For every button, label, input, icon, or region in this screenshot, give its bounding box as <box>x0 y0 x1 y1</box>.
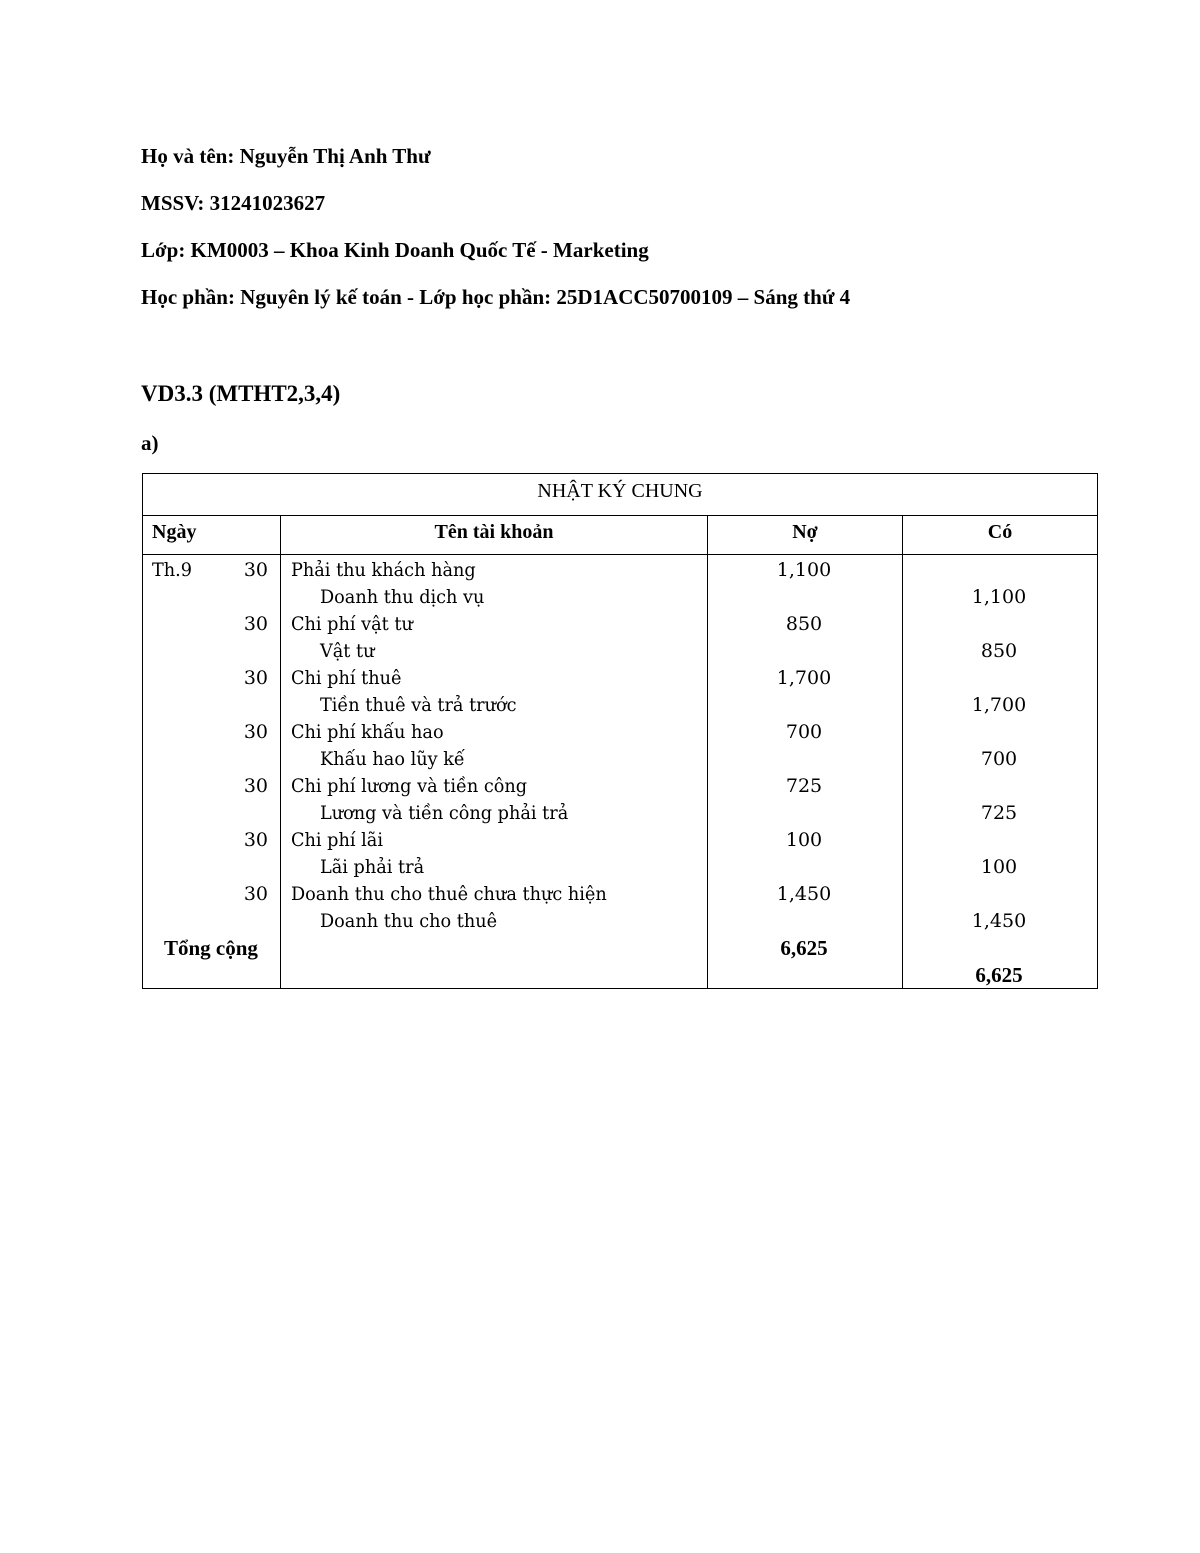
entry-credit-amount: 1,450 <box>971 910 1027 932</box>
entry-credit-amount: 700 <box>980 748 1018 770</box>
entry-debit-account: Chi phí thuê <box>291 667 402 689</box>
exercise-title: VD3.3 (MTHT2,3,4) <box>141 381 341 406</box>
entry-credit-account: Khấu hao lũy kế <box>320 748 465 770</box>
entry-day: 30 <box>243 721 268 743</box>
student-class: Lớp: KM0003 – Khoa Kinh Doanh Quốc Tế - Marketing <box>141 238 649 262</box>
general-journal-table <box>142 473 1098 989</box>
entry-debit-amount: 100 <box>785 829 823 851</box>
entry-credit-account: Lãi phải trả <box>320 856 425 878</box>
entry-debit-amount: 700 <box>785 721 823 743</box>
journal-month: Th.9 <box>152 559 193 581</box>
student-id: MSSV: 31241023627 <box>141 191 326 215</box>
entry-debit-account: Doanh thu cho thuê chưa thực hiện <box>291 883 607 905</box>
entry-day: 30 <box>243 667 268 689</box>
entry-debit-amount: 725 <box>785 775 823 797</box>
entry-debit-account: Chi phí lương và tiền công <box>291 775 528 797</box>
entry-day: 30 <box>243 613 268 635</box>
total-debit: 6,625 <box>780 936 828 960</box>
entry-credit-amount: 100 <box>980 856 1018 878</box>
column-divider <box>902 515 903 989</box>
entry-credit-account: Doanh thu dịch vụ <box>320 586 485 608</box>
entry-debit-account: Chi phí vật tư <box>291 613 413 635</box>
entry-day: 30 <box>243 829 268 851</box>
entry-credit-account: Vật tư <box>320 640 375 662</box>
entry-debit-amount: 1,700 <box>776 667 832 689</box>
entry-credit-account: Tiền thuê và trả trước <box>320 694 517 716</box>
entry-day: 30 <box>243 883 268 905</box>
exercise-part: a) <box>141 431 159 455</box>
entry-debit-account: Phải thu khách hàng <box>291 559 476 581</box>
entry-credit-amount: 1,100 <box>971 586 1027 608</box>
entry-credit-account: Doanh thu cho thuê <box>320 910 498 932</box>
header-date: Ngày <box>143 515 280 555</box>
header-credit: Có <box>903 515 1097 555</box>
entry-debit-account: Chi phí khấu hao <box>291 721 444 743</box>
header-account: Tên tài khoản <box>281 515 707 555</box>
column-divider <box>707 515 708 989</box>
entry-credit-amount: 725 <box>980 802 1018 824</box>
student-name: Họ và tên: Nguyễn Thị Anh Thư <box>141 144 431 168</box>
total-credit: 6,625 <box>975 963 1023 987</box>
entry-debit-account: Chi phí lãi <box>291 829 383 851</box>
header-debit: Nợ <box>708 515 902 555</box>
journal-title: NHẬT KÝ CHUNG <box>143 474 1097 516</box>
entry-credit-account: Lương và tiền công phải trả <box>320 802 569 824</box>
entry-day: 30 <box>243 775 268 797</box>
entry-debit-amount: 850 <box>785 613 823 635</box>
entry-credit-amount: 850 <box>980 640 1018 662</box>
column-divider <box>280 515 281 989</box>
total-label: Tổng cộng <box>164 936 258 960</box>
entry-day: 30 <box>243 559 268 581</box>
entry-credit-amount: 1,700 <box>971 694 1027 716</box>
course-info: Học phần: Nguyên lý kế toán - Lớp học phần: 25D1ACC50700109 – Sáng thứ 4 <box>141 285 851 309</box>
entry-debit-amount: 1,100 <box>776 559 832 581</box>
entry-debit-amount: 1,450 <box>776 883 832 905</box>
